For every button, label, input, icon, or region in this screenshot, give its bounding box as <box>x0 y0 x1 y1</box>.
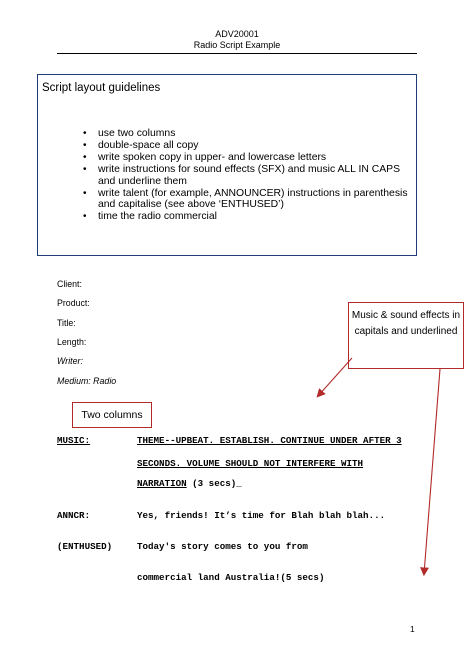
bullet-icon: • <box>83 128 87 139</box>
guideline-item: • double-space all copy <box>83 139 199 151</box>
script-label-enthused: (ENTHUSED) <box>57 541 113 552</box>
arrow-to-music-label <box>318 358 352 396</box>
bullet-icon: • <box>83 151 87 163</box>
bullet-icon: • <box>83 139 87 151</box>
medium-label: Medium: Radio <box>57 376 117 386</box>
script-enthused-line1: Today's story comes to you from <box>137 541 308 552</box>
writer-label: Writer: <box>57 356 83 366</box>
script-label-music: MUSIC: <box>57 435 91 446</box>
guideline-item: • write spoken copy in upper- and lowercase letters <box>83 151 327 163</box>
bullet-icon: • <box>83 187 87 199</box>
guideline-item: • write talent (for example, ANNOUNCER) instructions in parenthesis and capitalise (see above ‘ENTHUSED’) <box>83 187 408 211</box>
bullet-icon: • <box>83 163 87 175</box>
music-callout-box: Music & sound effects in capitals and underlined <box>348 302 464 369</box>
bullet-icon: • <box>83 211 87 223</box>
script-music-line1: THEME--UPBEAT. ESTABLISH. CONTINUE UNDER AFTER 3 <box>137 435 402 446</box>
course-code: ADV20001 <box>215 29 259 39</box>
arrow-to-script-end <box>424 369 440 574</box>
script-music-line2: SECONDS. VOLUME SHOULD NOT INTERFERE WITH <box>137 458 364 469</box>
client-label: Client: <box>57 279 82 289</box>
length-label: Length: <box>57 337 87 347</box>
guideline-item: • time the radio commercial <box>83 211 217 223</box>
script-music-line3: NARRATION (3 secs)_ <box>137 478 242 489</box>
script-label-anncr: ANNCR: <box>57 510 91 521</box>
script-anncr-line1: Yes, friends! It’s time for Blah blah blah... <box>137 510 386 521</box>
product-label: Product: <box>57 298 90 308</box>
script-enthused-line2: commercial land Australia!(5 secs) <box>137 572 325 583</box>
guidelines-title: Script layout guidelines <box>42 82 161 94</box>
title-label: Title: <box>57 318 76 328</box>
page-number: 1 <box>410 624 415 634</box>
document-title: Radio Script Example <box>193 40 281 50</box>
guideline-item: • use two columns <box>83 128 176 139</box>
two-columns-callout: Two columns <box>72 402 152 428</box>
guideline-item: • write instructions for sound effects (SFX) and music ALL IN CAPS and underline them <box>83 163 401 187</box>
